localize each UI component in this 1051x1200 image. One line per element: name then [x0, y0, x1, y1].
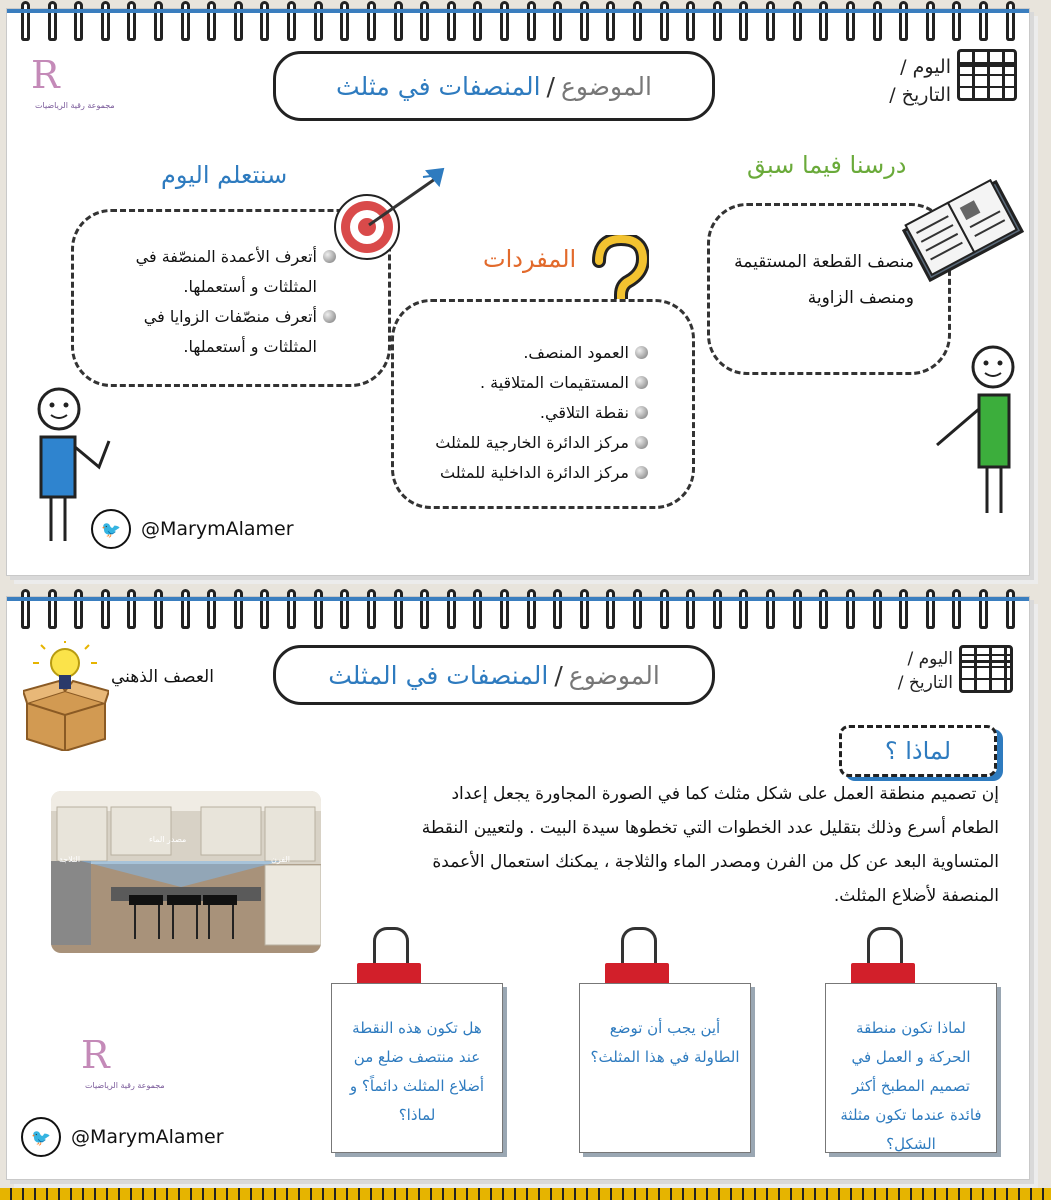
- topic-separator: /: [554, 660, 563, 690]
- spiral-ring: [766, 589, 775, 629]
- will-learn-heading: سنتعلم اليوم: [161, 161, 288, 189]
- kitchen-label-oven: الفرن: [271, 855, 290, 864]
- spiral-ring: [527, 1, 536, 41]
- day-label: اليوم /: [907, 649, 953, 669]
- learned-text: منصف القطعة المستقيمة ومنصف الزاوية: [734, 252, 914, 308]
- spiral-ring: [873, 1, 882, 41]
- spiral-ring: [846, 589, 855, 629]
- date-labels: [867, 53, 951, 109]
- spiral-ring: [979, 589, 988, 629]
- vocabulary-item: مركز الدائرة الداخلية للمثلث: [418, 458, 648, 488]
- spiral-ring: [234, 589, 243, 629]
- spiral-ring: [1006, 1, 1015, 41]
- spiral-ring: [74, 589, 83, 629]
- spiral-ring: [420, 1, 429, 41]
- spiral-ring: [899, 1, 908, 41]
- spiral-ring: [766, 1, 775, 41]
- spiral-ring: [686, 1, 695, 41]
- spiral-ring: [926, 1, 935, 41]
- bullet-icon: [635, 376, 648, 389]
- spiral-ring: [48, 1, 57, 41]
- spiral-ring: [367, 589, 376, 629]
- spiral-ring: [287, 1, 296, 41]
- twitter-handle-text: @MarymAlamer: [141, 518, 294, 540]
- kitchen-illustration: [51, 791, 321, 953]
- spiral-ring: [420, 589, 429, 629]
- spiral-ring: [21, 589, 30, 629]
- spiral-ring: [926, 589, 935, 629]
- spiral-ring: [21, 1, 30, 41]
- twitter-icon: 🐦: [21, 1117, 61, 1157]
- spiral-ring: [660, 589, 669, 629]
- spiral-ring: [527, 589, 536, 629]
- spiral-binding: [7, 1, 1029, 45]
- topic-separator: /: [546, 71, 555, 101]
- spiral-ring: [633, 589, 642, 629]
- target-arrow-icon: [327, 165, 457, 269]
- spiral-ring: [207, 589, 216, 629]
- spiral-ring: [101, 1, 110, 41]
- will-learn-item: أتعرف منصّفات الزوايا في المثلثات و أستعملها.: [114, 302, 336, 362]
- calendar-icon: [959, 645, 1013, 693]
- logo: R: [31, 53, 60, 97]
- spiral-ring: [234, 1, 243, 41]
- spiral-ring: [713, 589, 722, 629]
- spiral-ring: [500, 1, 509, 41]
- bullet-icon: [635, 436, 648, 449]
- date-labels: [865, 647, 953, 695]
- spiral-ring: [660, 1, 669, 41]
- spiral-ring: [846, 1, 855, 41]
- kitchen-label-fridge: الثلاجة: [59, 855, 81, 864]
- bottom-spiral-strip: [0, 1188, 1051, 1200]
- twitter-icon: 🐦: [91, 509, 131, 549]
- will-learn-list: [114, 242, 336, 362]
- calendar-icon: [957, 49, 1017, 101]
- spiral-ring: [793, 589, 802, 629]
- spiral-ring: [154, 1, 163, 41]
- topic-label: الموضوع: [568, 660, 660, 690]
- twitter-handle[interactable]: [91, 509, 294, 549]
- stick-figure-green: [931, 339, 1027, 519]
- bullet-icon: [635, 466, 648, 479]
- spiral-ring: [394, 1, 403, 41]
- vocabulary-item: المستقيمات المتلاقية .: [418, 368, 648, 398]
- spiral-ring: [48, 589, 57, 629]
- spiral-ring: [340, 1, 349, 41]
- date-label: التاريخ /: [889, 84, 951, 106]
- why-paragraph: إن تصميم منطقة العمل على شكل مثلث كما في الصورة المجاورة يجعل إعداد الطعام أسرع وذلك بتقليل عدد الخطوات التي تخطوها سيدة البيت . ولتعيين النقطة المتساوية البعد عن كل من الفرن ومصدر الماء والثلاجة ، يمكنك استعمال الأعمدة المنصفة لأضلاع المثلث.: [421, 784, 999, 906]
- vocabulary-heading: المفردات: [483, 245, 577, 273]
- twitter-handle[interactable]: [21, 1117, 224, 1157]
- spiral-ring: [633, 1, 642, 41]
- vocabulary-list: [418, 338, 648, 488]
- spiral-ring: [447, 1, 456, 41]
- spiral-ring: [367, 1, 376, 41]
- spiral-ring: [553, 589, 562, 629]
- bullet-icon: [323, 310, 336, 323]
- spiral-ring: [181, 1, 190, 41]
- logo-subtitle: مجموعة رقية الرياضيات: [85, 1081, 165, 1090]
- brainstorm-label: العصف الذهني: [111, 667, 214, 687]
- logo: R: [81, 1033, 110, 1077]
- why-heading-box: [839, 725, 997, 777]
- spiral-ring: [127, 589, 136, 629]
- spiral-ring: [154, 589, 163, 629]
- spiral-ring: [873, 589, 882, 629]
- bullet-icon: [635, 346, 648, 359]
- spiral-ring: [500, 589, 509, 629]
- spiral-ring: [553, 1, 562, 41]
- will-learn-item: أتعرف الأعمدة المنصّفة في المثلثات و أستعملها.: [114, 242, 336, 302]
- spiral-ring: [314, 589, 323, 629]
- spiral-bar: [7, 9, 1029, 13]
- bullet-icon: [635, 406, 648, 419]
- spiral-ring: [739, 589, 748, 629]
- date-label: التاريخ /: [897, 673, 953, 693]
- spiral-ring: [394, 589, 403, 629]
- question-card: [579, 983, 751, 1153]
- spiral-bar: [7, 597, 1029, 601]
- spiral-ring: [580, 1, 589, 41]
- topic-label: الموضوع: [560, 71, 652, 101]
- spiral-ring: [899, 589, 908, 629]
- question-card: [331, 983, 503, 1153]
- question-card-text: لماذا تكون منطقة الحركة و العمل في تصميم المطبخ أكثر فائدة عندما تكون مثلثة الشكل؟: [840, 1019, 982, 1153]
- spiral-ring: [101, 589, 110, 629]
- day-label: اليوم /: [900, 56, 951, 78]
- page-1: [6, 8, 1030, 576]
- spiral-ring: [606, 589, 615, 629]
- spiral-ring: [260, 589, 269, 629]
- spiral-ring: [127, 1, 136, 41]
- spiral-ring: [340, 589, 349, 629]
- spiral-ring: [181, 589, 190, 629]
- topic-value: المنصفات في المثلث: [328, 660, 549, 690]
- topic-box: [273, 51, 715, 121]
- spiral-ring: [260, 1, 269, 41]
- page-2: [6, 596, 1030, 1180]
- kitchen-label-sink: مصدر الماء: [149, 835, 187, 844]
- spiral-ring: [447, 589, 456, 629]
- spiral-ring: [473, 1, 482, 41]
- spiral-ring: [606, 1, 615, 41]
- spiral-ring: [952, 589, 961, 629]
- spiral-ring: [473, 589, 482, 629]
- learned-heading: درسنا فيما سبق: [747, 151, 907, 179]
- spiral-ring: [74, 1, 83, 41]
- spiral-ring: [979, 1, 988, 41]
- vocabulary-item: مركز الدائرة الخارجية للمثلث: [418, 428, 648, 458]
- spiral-ring: [952, 1, 961, 41]
- spiral-ring: [580, 589, 589, 629]
- question-card-text: هل تكون هذه النقطة عند منتصف ضلع من أضلاع المثلث دائماً؟ و لماذا؟: [349, 1019, 485, 1124]
- twitter-handle-text: @MarymAlamer: [71, 1126, 224, 1148]
- book-icon: [897, 179, 1029, 283]
- topic-value: المنصفات في مثلث: [336, 71, 541, 101]
- spiral-ring: [819, 1, 828, 41]
- vocabulary-item: العمود المنصف.: [418, 338, 648, 368]
- spiral-ring: [287, 589, 296, 629]
- spiral-ring: [686, 589, 695, 629]
- lightbulb-box-icon: [23, 641, 109, 751]
- spiral-ring: [819, 589, 828, 629]
- question-card-text: أين يجب أن توضع الطاولة في هذا المثلث؟: [590, 1019, 740, 1066]
- spiral-ring: [207, 1, 216, 41]
- logo-subtitle: مجموعة رقية الرياضيات: [35, 101, 115, 110]
- spiral-ring: [314, 1, 323, 41]
- spiral-binding: [7, 589, 1029, 633]
- spiral-ring: [713, 1, 722, 41]
- kitchen-photo: [51, 791, 321, 953]
- spiral-ring: [793, 1, 802, 41]
- vocabulary-item: نقطة التلاقي.: [418, 398, 648, 428]
- spiral-ring: [1006, 589, 1015, 629]
- why-heading: لماذا ؟: [884, 737, 952, 765]
- vocabulary-cloud: [391, 299, 695, 509]
- spiral-ring: [739, 1, 748, 41]
- topic-box: [273, 645, 715, 705]
- question-card: [825, 983, 997, 1153]
